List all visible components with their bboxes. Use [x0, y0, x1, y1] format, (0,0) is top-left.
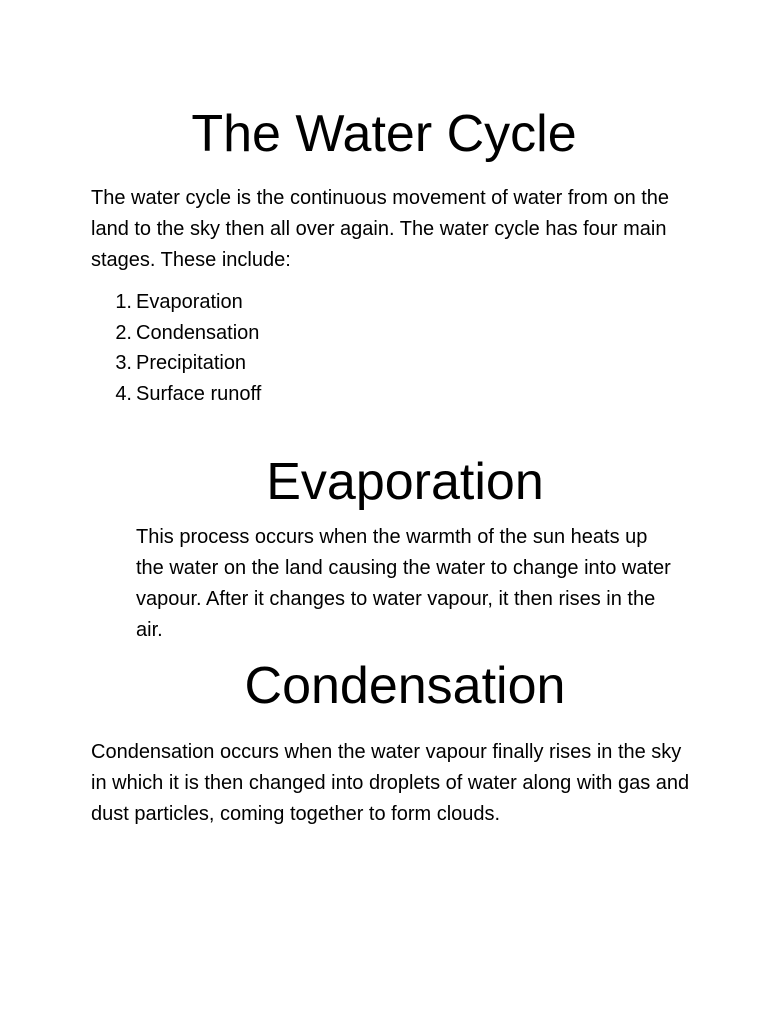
intro-paragraph: The water cycle is the continuous movement of water from on the land to the sky then all over again. The water cycle has four main stages. These include:	[91, 187, 670, 271]
list-item-label: Condensation	[136, 321, 260, 344]
section-text-condensation: Condensation occurs when the water vapour finally rises in the sky in which it is then changed into droplets of water along with gas and dust particles, coming together to form clouds.	[91, 741, 690, 825]
list-item-number: 2.	[115, 321, 132, 344]
list-item-label: Precipitation	[136, 352, 247, 374]
section-heading-evaporation: Evaporation	[266, 453, 544, 511]
section-heading-condensation: Condensation	[244, 657, 566, 715]
stages-list	[115, 287, 262, 409]
list-item	[115, 348, 261, 379]
list-item	[115, 379, 262, 410]
list-item-label: Evaporation	[136, 291, 243, 313]
list-item	[115, 287, 261, 318]
page-title: The Water Cycle	[191, 105, 577, 163]
list-item	[115, 318, 261, 349]
list-item-number: 1.	[115, 291, 132, 313]
list-item-number: 4.	[115, 382, 132, 405]
list-item-label: Surface runoff	[136, 382, 262, 405]
section-text-evaporation: This process occurs when the warmth of the sun heats up the water on the land causing the water to change into water vapour. After it changes to water vapour, it then rises in the air.	[136, 526, 671, 641]
list-item-number: 3.	[115, 352, 132, 374]
